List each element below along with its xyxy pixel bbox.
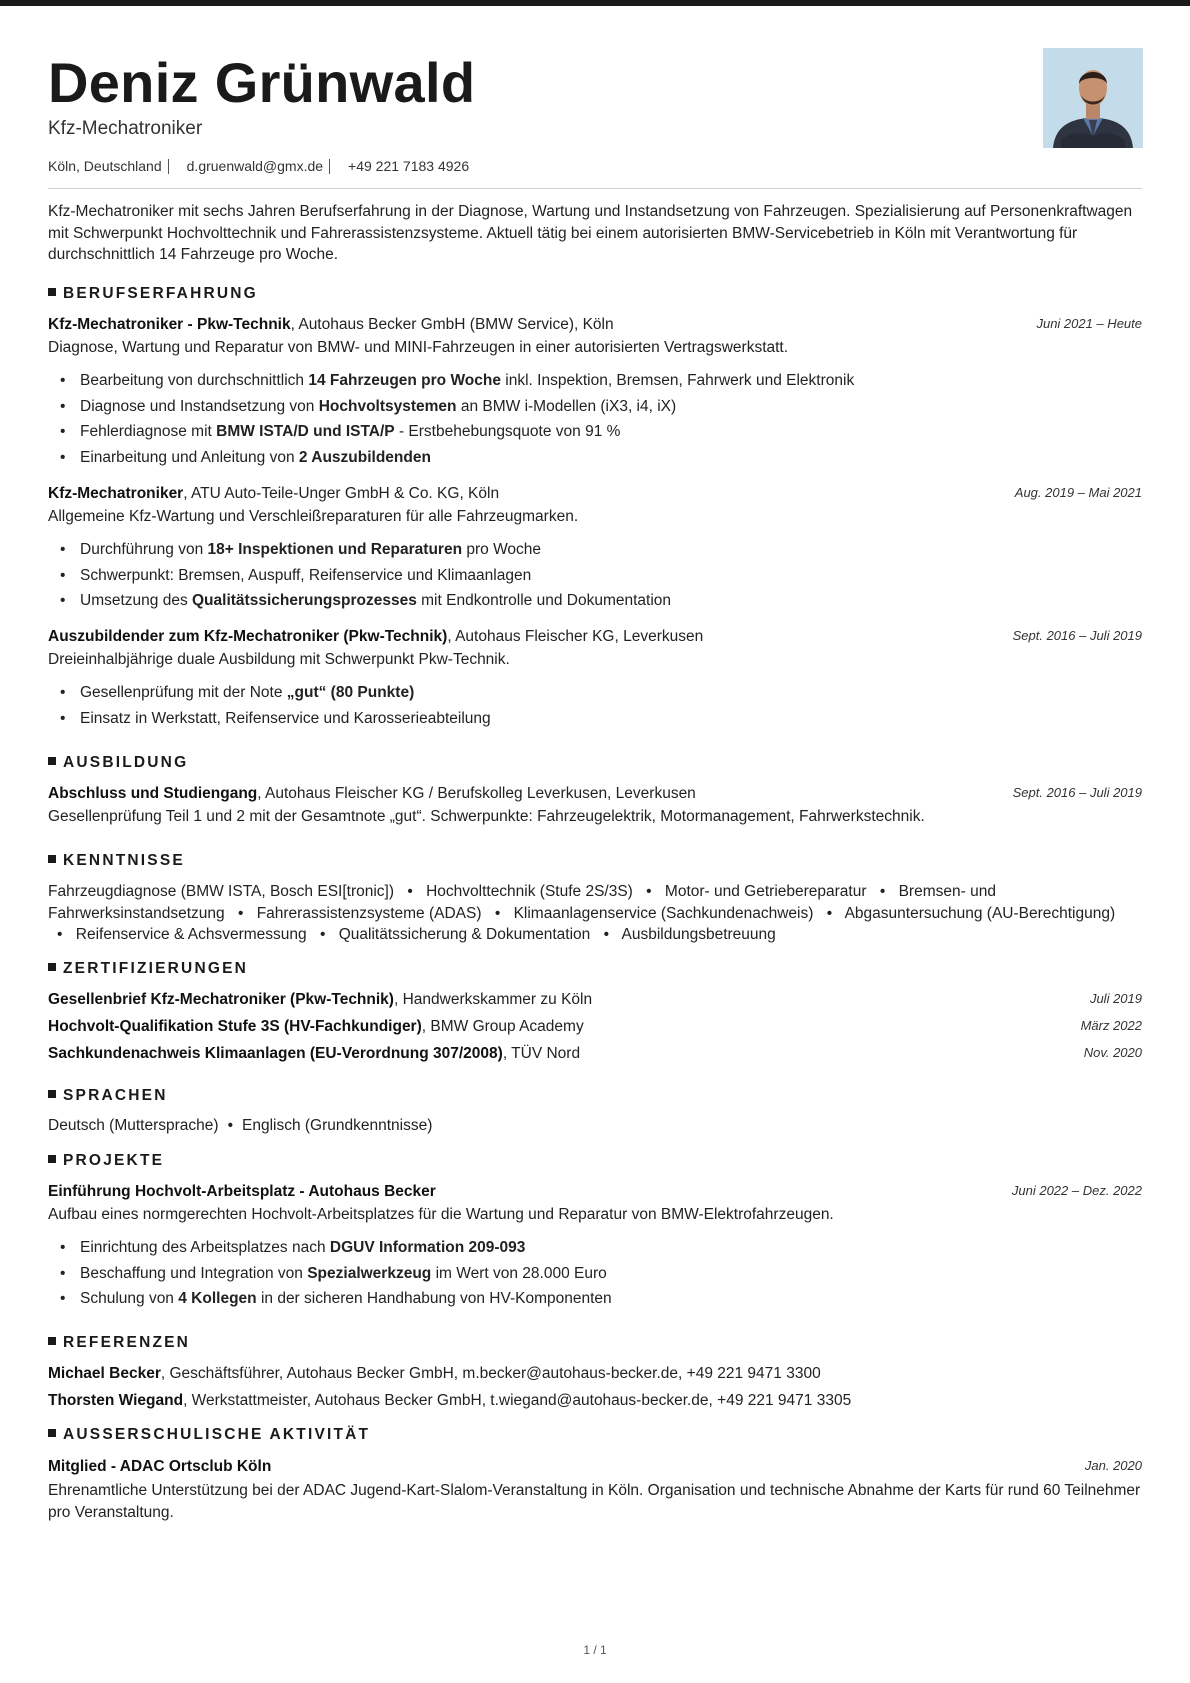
skill-item: Fahrerassistenzsysteme (ADAS) xyxy=(256,904,482,922)
job-1-bullets xyxy=(80,372,854,474)
job-1-description: Diagnose, Wartung und Reparatur von BMW- und MINI-Fahrzeugen in einer autorisierten Vertragswerkstatt. xyxy=(48,339,789,356)
job-3-date: Sept. 2016 – Juli 2019 xyxy=(1012,628,1142,643)
reference-2: Thorsten Wiegand, Werkstattmeister, Autohaus Becker GmbH, t.wiegand@autohaus-becker.de, +49 221 9471 3305 xyxy=(48,1392,852,1409)
section-heading-languages: SPRACHEN xyxy=(48,1087,168,1105)
activity-title: Mitglied - ADAC Ortsclub Köln xyxy=(48,1458,272,1475)
profile-photo xyxy=(1043,48,1143,148)
bullet-separator: • xyxy=(237,904,244,922)
job-3-bullets xyxy=(80,684,491,735)
bullet-separator: • xyxy=(494,904,501,922)
square-bullet-icon xyxy=(48,855,56,863)
certification-1: Gesellenbrief Kfz-Mechatroniker (Pkw-Technik), Handwerkskammer zu Köln xyxy=(48,991,593,1008)
list-item: • Schulung von 4 Kollegen in der sicheren Handhabung von HV-Komponenten xyxy=(80,1290,612,1316)
job-org: , ATU Auto-Teile-Unger GmbH & Co. KG, Köln xyxy=(183,485,500,502)
education-date: Sept. 2016 – Juli 2019 xyxy=(1012,785,1142,800)
job-title: Auszubildender zum Kfz-Mechatroniker (Pkw-Technik) xyxy=(48,628,448,645)
bullet-separator: • xyxy=(603,926,610,943)
education-org: , Autohaus Fleischer KG / Berufskolleg Leverkusen, Leverkusen xyxy=(257,785,696,802)
contact-line xyxy=(48,158,469,174)
list-item: • Einsatz in Werkstatt, Reifenservice und Karosserieabteilung xyxy=(80,710,491,736)
bullet-separator: • xyxy=(879,883,886,900)
job-org: , Autohaus Fleischer KG, Leverkusen xyxy=(447,628,704,645)
square-bullet-icon xyxy=(48,1155,56,1163)
activity-date: Jan. 2020 xyxy=(1084,1458,1142,1473)
profile-summary: Kfz-Mechatroniker mit sechs Jahren Berufserfahrung in der Diagnose, Wartung und Instandsetzung von Fahrzeugen. Spezialisierung auf Personenkraftwagen mit Schwerpunkt Hochvolttechnik und Fahrerassistenzsysteme. Aktuell tätig bei einem autorisierten BMW-Servicebetrieb in Köln mit Verantwortung für durchschnittlich 14 Fahrzeuge pro Woche. xyxy=(48,203,1133,263)
project-bullets xyxy=(80,1239,612,1316)
education-description: Gesellenprüfung Teil 1 und 2 mit der Gesamtnote „gut“. Schwerpunkte: Fahrzeugelektrik, Motormanagement, Fahrwerkstechnik. xyxy=(48,808,925,825)
education-title: Abschluss und Studiengang xyxy=(48,785,258,802)
bullet-separator: • xyxy=(646,883,652,900)
job-2-date: Aug. 2019 – Mai 2021 xyxy=(1014,485,1142,500)
certification-3-date: Nov. 2020 xyxy=(1083,1045,1142,1060)
job-org: , Autohaus Becker GmbH (BMW Service), Köln xyxy=(290,316,614,333)
square-bullet-icon xyxy=(48,288,56,296)
bullet-separator: • xyxy=(826,904,833,922)
list-item: • Gesellenprüfung mit der Note „gut“ (80 Punkte) xyxy=(80,684,491,710)
job-2-header xyxy=(48,485,1142,503)
project-date: Juni 2022 – Dez. 2022 xyxy=(1011,1183,1142,1198)
contact-email[interactable]: d.gruenwald@gmx.de xyxy=(186,158,324,174)
list-item: • Bearbeitung von durchschnittlich 14 Fahrzeugen pro Woche inkl. Inspektion, Bremsen, Fahrwerk und Elektronik xyxy=(80,372,854,398)
top-bar xyxy=(0,0,1190,6)
skills-list xyxy=(48,881,1142,946)
contact-location: Köln, Deutschland xyxy=(48,158,162,174)
language-item: Deutsch (Muttersprache) xyxy=(48,1117,219,1134)
square-bullet-icon xyxy=(48,963,56,971)
job-1-date: Juni 2021 – Heute xyxy=(1036,316,1142,331)
section-heading-experience: BERUFSERFAHRUNG xyxy=(48,285,258,303)
square-bullet-icon xyxy=(48,1337,56,1345)
skill-item: Ausbildungsbetreuung xyxy=(621,926,776,943)
list-item: • Einrichtung des Arbeitsplatzes nach DGUV Information 209-093 xyxy=(80,1239,612,1265)
bullet-separator: • xyxy=(57,926,63,943)
reference-1: Michael Becker, Geschäftsführer, Autohaus Becker GmbH, m.becker@autohaus-becker.de, +49 221 9471 3300 xyxy=(48,1365,821,1382)
section-heading-certifications: ZERTIFIZIERUNGEN xyxy=(48,960,248,978)
section-heading-skills: KENNTNISSE xyxy=(48,852,185,870)
skill-item: Reifenservice & Achsvermessung xyxy=(75,926,307,943)
activity-description: Ehrenamtliche Unterstützung bei der ADAC Jugend-Kart-Slalom-Veranstaltung in Köln. Organisation und technische Abnahme der Karts für rund 60 Teilnehmer pro Veranstaltung. xyxy=(48,1482,1141,1521)
bullet-separator: • xyxy=(407,883,413,900)
skill-item: Bremsen- und Fahrwerksinstandsetzung xyxy=(48,883,996,922)
contact-separator xyxy=(168,159,169,174)
project-title: Einführung Hochvolt-Arbeitsplatz - Autohaus Becker xyxy=(48,1183,436,1200)
skill-item: Klimaanlagenservice (Sachkundenachweis) xyxy=(513,904,814,922)
certification-2-date: März 2022 xyxy=(1080,1018,1142,1033)
section-heading-education: AUSBILDUNG xyxy=(48,754,188,772)
header-divider xyxy=(48,188,1142,189)
list-item: • Durchführung von 18+ Inspektionen und Reparaturen pro Woche xyxy=(80,541,671,567)
job-1-header xyxy=(48,316,1142,334)
bullet-separator: • xyxy=(227,1117,233,1134)
list-item: • Einarbeitung und Anleitung von 2 Auszubildenden xyxy=(80,449,854,475)
languages-list xyxy=(48,1117,1142,1135)
language-item: Englisch (Grundkenntnisse) xyxy=(242,1117,433,1134)
page-number: 1 / 1 xyxy=(583,1643,607,1657)
skill-item: Hochvolttechnik (Stufe 2S/3S) xyxy=(426,883,633,900)
skill-item: Qualitätssicherung & Dokumentation xyxy=(338,926,591,943)
job-title: Kfz-Mechatroniker - Pkw-Technik xyxy=(48,316,291,333)
job-2-description: Allgemeine Kfz-Wartung und Verschleißreparaturen für alle Fahrzeugmarken. xyxy=(48,508,579,525)
list-item: • Schwerpunkt: Bremsen, Auspuff, Reifenservice und Klimaanlagen xyxy=(80,567,671,593)
list-item: • Diagnose und Instandsetzung von Hochvoltsystemen an BMW i-Modellen (iX3, i4, iX) xyxy=(80,398,854,424)
list-item: • Fehlerdiagnose mit BMW ISTA/D und ISTA/P - Erstbehebungsquote von 91 % xyxy=(80,423,854,449)
person-photo-icon xyxy=(1043,48,1143,148)
contact-phone[interactable]: +49 221 7183 4926 xyxy=(348,158,470,174)
skill-item: Abgasuntersuchung (AU-Berechtigung) xyxy=(844,904,1116,922)
section-heading-activities: AUSSERSCHULISCHE AKTIVITÄT xyxy=(48,1426,370,1444)
list-item: • Beschaffung und Integration von Spezialwerkzeug im Wert von 28.000 Euro xyxy=(80,1265,612,1291)
skill-item: Fahrzeugdiagnose (BMW ISTA, Bosch ESI[tronic]) xyxy=(48,883,395,900)
project-header xyxy=(48,1183,1142,1201)
section-heading-references: REFERENZEN xyxy=(48,1334,190,1352)
bullet-separator: • xyxy=(319,926,326,943)
square-bullet-icon xyxy=(48,757,56,765)
skill-item: Motor- und Getriebereparatur xyxy=(664,883,867,900)
certification-3: Sachkundenachweis Klimaanlagen (EU-Verordnung 307/2008), TÜV Nord xyxy=(48,1045,581,1062)
certification-2: Hochvolt-Qualifikation Stufe 3S (HV-Fachkundiger), BMW Group Academy xyxy=(48,1018,584,1035)
square-bullet-icon xyxy=(48,1429,56,1437)
job-2-bullets xyxy=(80,541,671,618)
contact-separator xyxy=(329,159,330,174)
square-bullet-icon xyxy=(48,1090,56,1098)
job-3-header xyxy=(48,628,1142,646)
education-header xyxy=(48,785,1142,803)
project-description: Aufbau eines normgerechten Hochvolt-Arbeitsplatzes für die Wartung und Reparatur von BMW-Elektrofahrzeugen. xyxy=(48,1206,834,1223)
section-heading-projects: PROJEKTE xyxy=(48,1152,164,1170)
job-title: Kfz-Mechatroniker xyxy=(48,485,184,502)
candidate-name: Deniz Grünwald xyxy=(48,51,476,114)
candidate-role: Kfz-Mechatroniker xyxy=(48,118,203,139)
certification-1-date: Juli 2019 xyxy=(1089,991,1142,1006)
job-3-description: Dreieinhalbjährige duale Ausbildung mit Schwerpunkt Pkw-Technik. xyxy=(48,651,510,668)
activity-header xyxy=(48,1458,1142,1476)
list-item: • Umsetzung des Qualitätssicherungsprozesses mit Endkontrolle und Dokumentation xyxy=(80,592,671,618)
